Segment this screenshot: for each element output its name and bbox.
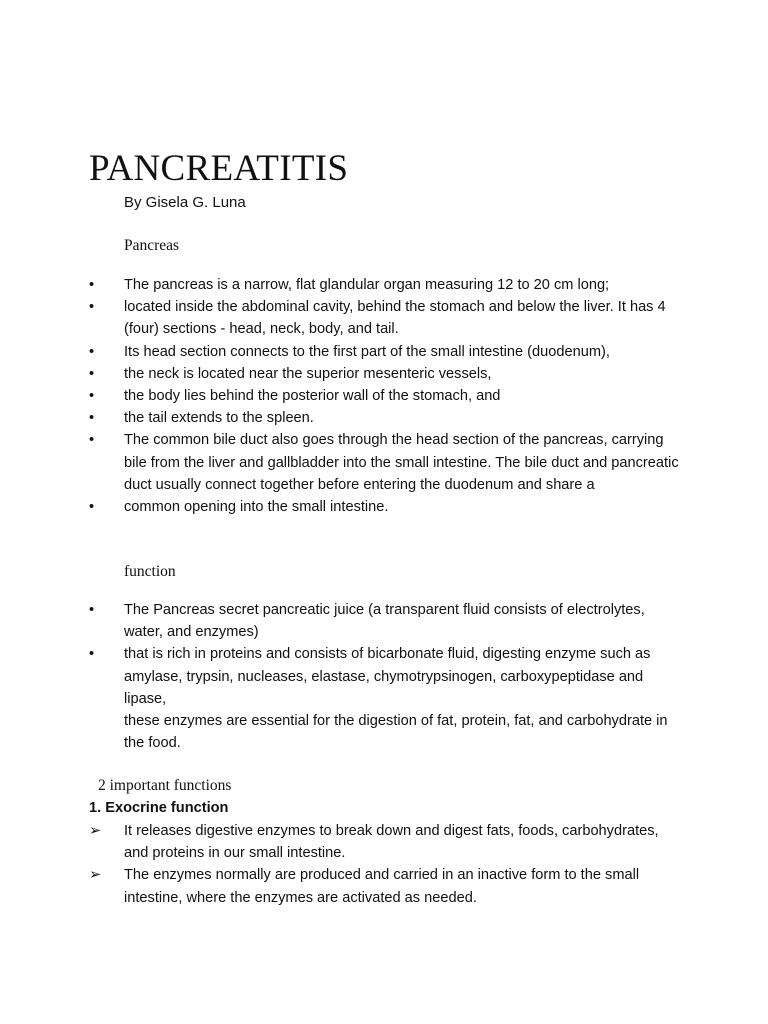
arrow-bullet-icon: ➢ xyxy=(89,867,102,884)
exocrine-function-heading: 1. Exocrine function xyxy=(89,800,229,816)
section-heading-important-functions: 2 important functions xyxy=(98,777,232,794)
pancreas-bullet-list xyxy=(0,274,684,518)
bullet-icon: • xyxy=(89,365,95,382)
bullet-icon: • xyxy=(89,499,95,516)
bullet-icon: • xyxy=(89,646,95,663)
section-heading-pancreas: Pancreas xyxy=(124,237,180,254)
list-item: • the tail extends to the spleen. xyxy=(0,407,684,429)
bullet-icon: • xyxy=(89,299,95,316)
list-item: • The pancreas is a narrow, flat glandular organ measuring 12 to 20 cm long; xyxy=(0,274,684,296)
bullet-icon: • xyxy=(89,388,95,405)
list-item: • Its head section connects to the first part of the small intestine (duodenum), xyxy=(0,341,684,363)
list-item: • the body lies behind the posterior wall of the stomach, and xyxy=(0,385,684,407)
list-item: ➢ The enzymes normally are produced and carried in an inactive form to the small intestine, where the enzymes are activated as needed. xyxy=(0,864,684,908)
bullet-icon: • xyxy=(89,432,95,449)
list-item-continuation: these enzymes are essential for the digestion of fat, protein, fat, and carbohydrate in the food. xyxy=(124,713,668,752)
bullet-icon: • xyxy=(89,343,95,360)
list-item: • common opening into the small intestine. xyxy=(0,496,684,518)
list-item: ➢ It releases digestive enzymes to break down and digest fats, foods, carbohydrates, and proteins in our small intestine. xyxy=(0,820,684,864)
list-item: • The Pancreas secret pancreatic juice (a transparent fluid consists of electrolytes, water, and enzymes) xyxy=(0,599,684,643)
bullet-icon: • xyxy=(89,277,95,293)
bullet-icon: • xyxy=(89,410,95,427)
bullet-icon: • xyxy=(89,602,95,618)
list-item: • The common bile duct also goes through the head section of the pancreas, carrying bile from the liver and gallbladder into the small intestine. The bile duct and pancreatic duct usually connect together before entering the duodenum and share a xyxy=(0,429,684,496)
exocrine-arrow-list xyxy=(0,820,684,909)
author-line: By Gisela G. Luna xyxy=(124,194,246,211)
list-item: • the neck is located near the superior mesenteric vessels, xyxy=(0,363,684,385)
function-bullet-list xyxy=(0,599,684,754)
list-item: • located inside the abdominal cavity, behind the stomach and below the liver. It has 4 (four) sections - head, neck, body, and tail. xyxy=(0,296,684,340)
list-item: • that is rich in proteins and consists of bicarbonate fluid, digesting enzyme such as amylase, trypsin, nucleases, elastase, chymotrypsinogen, carboxypeptidase and lipase, xyxy=(0,643,684,710)
document-title: PANCREATITIS xyxy=(89,148,349,189)
section-heading-function: function xyxy=(124,563,176,580)
arrow-bullet-icon: ➢ xyxy=(89,823,102,839)
